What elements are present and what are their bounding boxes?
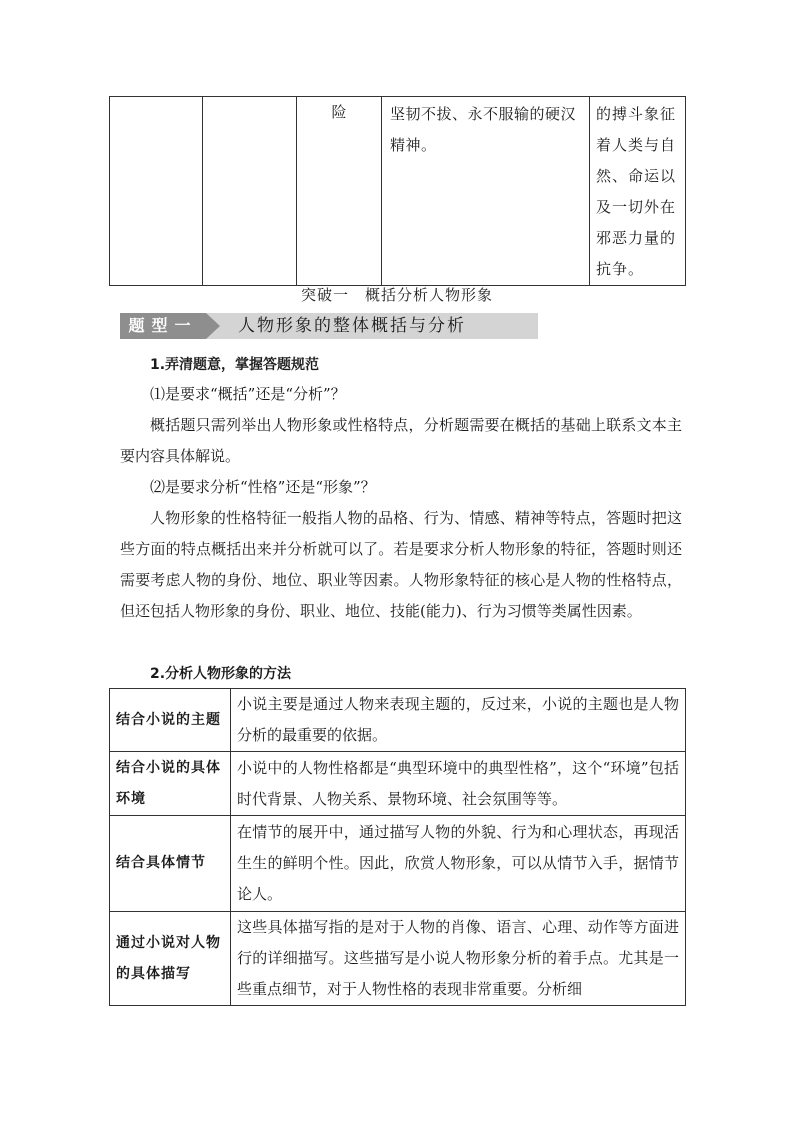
- table-cell: 坚韧不拔、永不服输的硬汉精神。: [382, 97, 590, 286]
- table-row: [110, 689, 686, 752]
- method-text: 在情节的展开中，通过描写人物的外貌、行为和心理状态，再现活生生的鲜明个性。因此，欣赏人物形象，可以从情节入手，据情节论人。: [231, 816, 686, 912]
- table-row: [110, 97, 686, 286]
- table-row: [110, 816, 686, 912]
- paragraph-1: 概括题只需列举出人物形象或性格特点，分析题需要在概括的基础上联系文本主要内容具体解说。: [120, 416, 682, 465]
- table-cell: 的搏斗象征着人类与自然、命运以及一切外在邪恶力量的抗争。: [590, 97, 686, 286]
- table-cell-empty-2: [203, 97, 297, 286]
- question-1: ⑴是要求“概括”还是“分析”？: [150, 385, 346, 403]
- table-row: [110, 752, 686, 816]
- subheading-2: 2.分析人物形象的方法: [150, 666, 292, 682]
- method-label: 结合小说的主题: [110, 689, 231, 752]
- table-cell-empty-1: [110, 97, 203, 286]
- method-text: 这些具体描写指的是对于人物的肖像、语言、心理、动作等方面进行的详细描写。这些描写是小说人物形象分析的着手点。尤其是一些重点细节，对于人物性格的表现非常重要。分析细: [231, 912, 686, 1006]
- section-title: 突破一 概括分析人物形象: [300, 286, 493, 304]
- method-text: 小说中的人物性格都是“典型环境中的典型性格”，这个“环境”包括时代背景、人物关系、景物环境、社会氛围等等。: [231, 752, 686, 816]
- method-label: 通过小说对人物的具体描写: [110, 912, 231, 1006]
- method-text: 小说主要是通过人物来表现主题的，反过来，小说的主题也是人物分析的最重要的依据。: [231, 689, 686, 752]
- method-table: [109, 688, 686, 1006]
- continuation-table: [109, 96, 686, 286]
- method-label: 结合具体情节: [110, 816, 231, 912]
- question-2: ⑵是要求分析“性格”还是“形象”？: [150, 478, 376, 496]
- paragraph-2: 人物形象的性格特征一般指人物的品格、行为、情感、精神等特点，答题时把这些方面的特点概括出来并分析就可以了。若是要求分析人物形象的特征，答题时则还需要考虑人物的身份、地位、职业等因素。人物形象特征的核心是人物的性格特点，但还包括人物形象的身份、职业、地位、技能(能力)、行为习惯等类属性因素。: [120, 509, 682, 620]
- table-cell: 险: [297, 97, 382, 286]
- method-label: 结合小说的具体环境: [110, 752, 231, 816]
- type-label: 题型一: [120, 313, 206, 339]
- type-title: 人物形象的整体概括与分析: [238, 316, 466, 336]
- type-banner: [120, 313, 538, 339]
- subheading-1: 1.弄清题意，掌握答题规范: [150, 357, 320, 373]
- table-row: [110, 912, 686, 1006]
